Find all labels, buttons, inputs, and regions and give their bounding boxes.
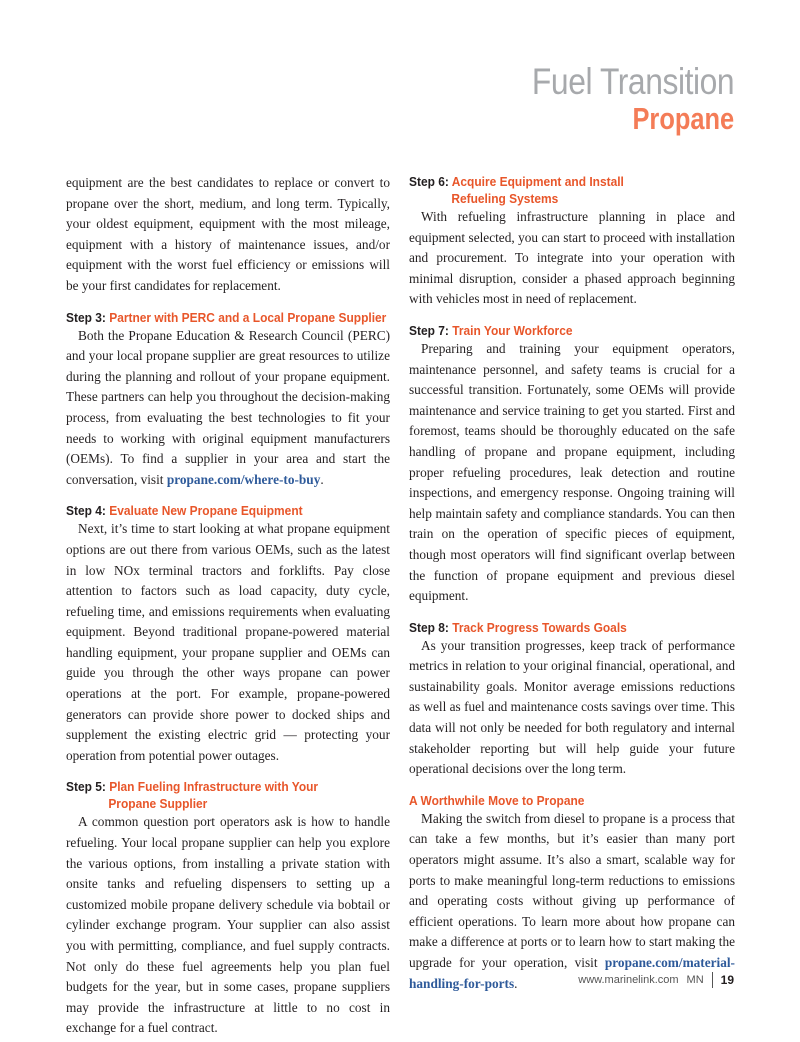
- step3-paragraph: [66, 326, 390, 491]
- final-paragraph: [409, 809, 735, 994]
- step8-paragraph: As your transition progresses, keep track of performance metrics in relation to your original financial, operational, and sustainability goals. Monitor average emissions reductions as well as fuel and maintenance costs savings over time. This data will not only be needed for both regulatory and internal stakeholder reporting but will help guide your future operational decisions over the long term.: [409, 637, 735, 777]
- left-column: [66, 173, 390, 1039]
- section-title: Fuel Transition: [531, 61, 734, 102]
- step3-label: Step 3:: [66, 309, 106, 325]
- footer-divider: [712, 972, 713, 988]
- step4-paragraph: Next, it’s time to start looking at what propane equipment options are out there from various OEMs, such as the latest in low NOx terminal tractors and forklifts. Pay close attention to factors such as load capacity, duty cycle, refueling time, and emissions requirements when evaluating equipment. Beyond traditional propane-powered material handling equipment, your propane supplier and OEMs can guide you through the other ways propane can power operations at the port. For example, propane-powered generators can provide shore power to docked ships and supplement the existing electric grid — protecting your operation from potential power outages.: [66, 521, 390, 763]
- step5-title-a: Plan Fueling Infrastructure with Your: [109, 779, 319, 795]
- step8-heading: [409, 619, 709, 636]
- step5-paragraph: A common question port operators ask is how to handle refueling. Your local propane supplier can help you explore the various options, from installing a private station with onsite tanks and refueling dispensers to setting up a customized mobile propane delivery schedule via bobtail or cylinder exchange program. Your supplier can also assist you with permitting, compliance, and fuel supply contracts. Not only do these fuel agreements help you plan fuel budgets for the year, but in some cases, propane suppliers may provide the infrastructure at little to no cost in exchange for a fuel contract.: [66, 814, 390, 1036]
- page-footer: [578, 972, 734, 988]
- footer-mag: MN: [686, 974, 704, 986]
- step3-title: Partner with PERC and a Local Propane Supplier: [109, 309, 387, 325]
- step3-heading: [66, 309, 387, 326]
- step7-heading: [409, 322, 709, 339]
- step6-label: Step 6:: [409, 174, 449, 189]
- step6-title-a: Acquire Equipment and Install: [451, 174, 624, 189]
- step6-heading: [409, 173, 709, 207]
- step5-label: Step 5:: [66, 779, 106, 795]
- step3-text: Both the Propane Education & Research Council (PERC) and your local propane supplier are great resources to utilize during the planning and rollout of your propane equipment. These partners can help you throughout the decision-making process, from evaluating the best technologies to fit your needs to working with original equipment manufacturers (OEMs). To find a supplier in your area and start the conversation, visit: [66, 327, 390, 487]
- step7-label: Step 7:: [409, 322, 449, 338]
- step3-end: .: [320, 471, 324, 487]
- final-text: Making the switch from diesel to propane is a process that can take a few months, but it’s easier than many port operators might assume. It’s also a smart, scalable way for ports to make meaningful long-term reductions to emissions and operating costs without giving up performance of efficient operations. To learn more about how propane can make a difference at ports or to learn how to start making the upgrade for your operation, visit: [409, 810, 735, 970]
- step5-heading: [66, 778, 364, 812]
- where-to-buy-link[interactable]: propane.com/where-to-buy: [166, 471, 321, 487]
- final-title: A Worthwhile Move to Propane: [409, 792, 585, 808]
- step5-title-b: Propane Supplier: [108, 796, 208, 812]
- step4-label: Step 4:: [66, 503, 106, 519]
- section-subtitle: Propane: [632, 101, 734, 136]
- footer-site: www.marinelink.com: [578, 974, 679, 986]
- final-heading: [409, 792, 709, 809]
- page-header: [499, 62, 734, 136]
- intro-paragraph: equipment are the best candidates to replace or convert to propane over the short, medium, and long term. Typically, your oldest equipment, equipment with the most mileage, equipment with a history of maintenance issues, and/or equipment with the worst fuel efficiency or emissions will be your first candidates for replacement.: [66, 175, 390, 293]
- step6-title-b: Refueling Systems: [451, 191, 559, 206]
- step7-title: Train Your Workforce: [452, 322, 573, 338]
- step4-heading: [66, 502, 364, 519]
- right-column: [409, 173, 735, 994]
- step4-title: Evaluate New Propane Equipment: [109, 503, 303, 519]
- step8-label: Step 8:: [409, 619, 449, 635]
- step6-paragraph: With refueling infrastructure planning in place and equipment selected, you can start to proceed with installation and procurement. To integrate into your operation with minimal disruption, consider a phased approach beginning with vehicles most in need of replacement.: [409, 209, 735, 307]
- material-handling-link[interactable]: propane.com/material-handling-for-ports: [409, 955, 735, 991]
- page-number: 19: [720, 973, 734, 987]
- step7-paragraph: Preparing and training your equipment operators, maintenance personnel, and safety teams is crucial for a successful transition. Fortunately, some OEMs will provide maintenance and service training to get you started. First and foremost, teams should be thoroughly educated on the safe handling of propane and propane equipment, including proper refueling procedures, leak detection and routine inspections, and emergency response. Ongoing training will help maintain safety and compliance standards. You can then train on the operation of specific pieces of equipment, though most operators will find significant overlap between the function of propane equipment and previous diesel equipment.: [409, 340, 735, 604]
- step8-title: Track Progress Towards Goals: [452, 619, 627, 635]
- final-end: .: [514, 975, 518, 991]
